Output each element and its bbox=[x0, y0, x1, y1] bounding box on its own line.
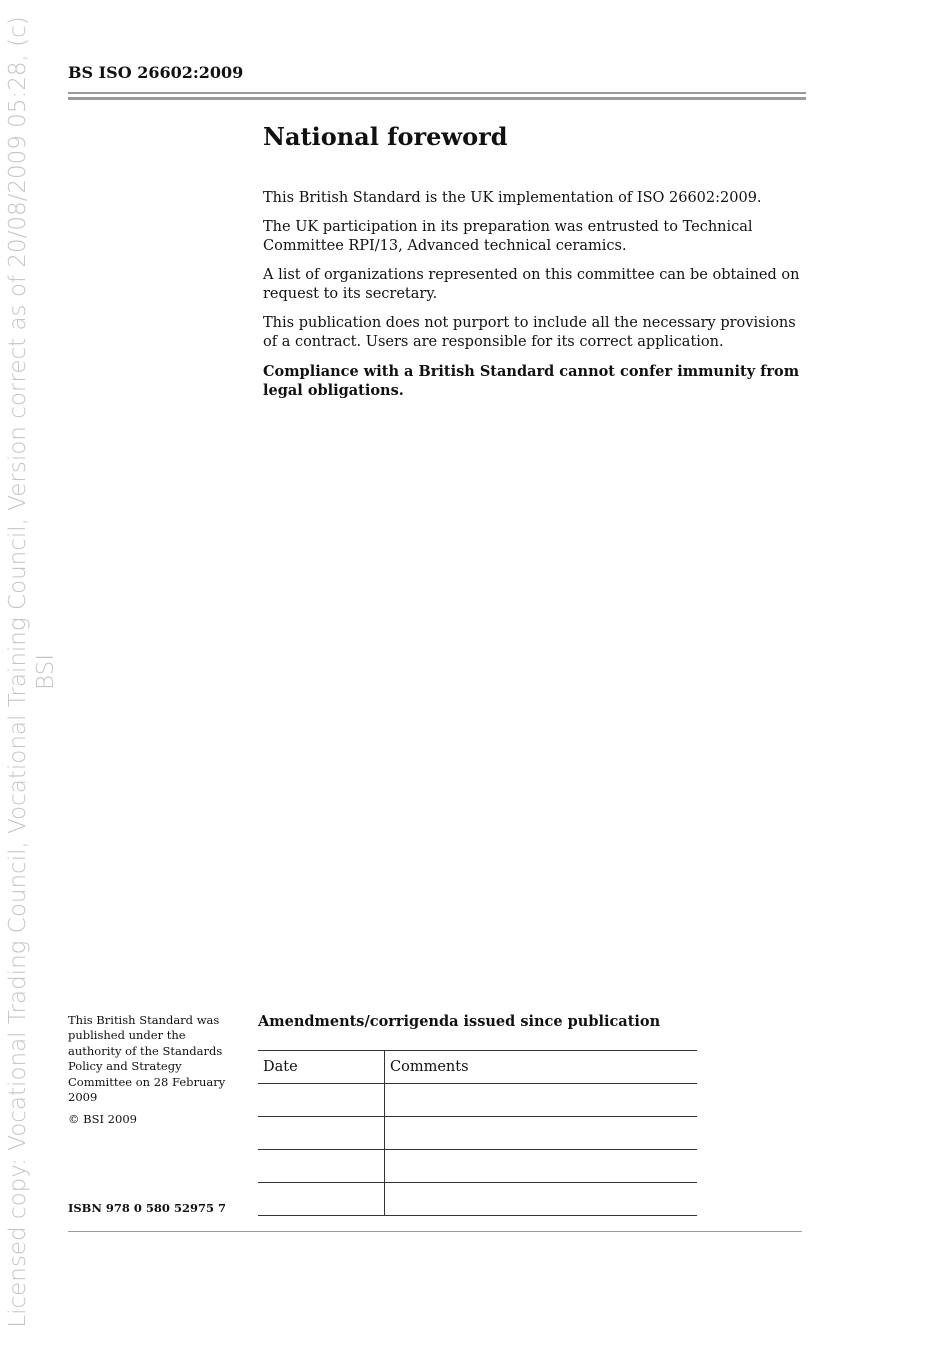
column-header-date: Date bbox=[258, 1051, 385, 1084]
table-cell bbox=[258, 1183, 385, 1216]
table-row bbox=[258, 1084, 697, 1117]
licensed-copy-watermark bbox=[0, 0, 64, 1345]
amendments-table bbox=[258, 1050, 697, 1216]
header-rule-upper bbox=[68, 92, 806, 94]
page-title: National foreword bbox=[263, 122, 508, 151]
compliance-statement: Compliance with a British Standard cannot confer immunity from legal obligations. bbox=[263, 362, 800, 399]
table-cell bbox=[385, 1150, 698, 1183]
table-row bbox=[258, 1183, 697, 1216]
table-cell bbox=[385, 1183, 698, 1216]
paragraph-provisions: This publication does not purport to include all the necessary provisions of a contract. Users are responsible for its correct application. bbox=[263, 314, 796, 350]
table-cell bbox=[258, 1084, 385, 1117]
document-id: BS ISO 26602:2009 bbox=[68, 63, 244, 82]
footer-rule bbox=[68, 1231, 802, 1232]
table-cell bbox=[385, 1117, 698, 1150]
foreword-body bbox=[263, 189, 803, 410]
table-header-row bbox=[258, 1051, 697, 1084]
table-row bbox=[258, 1117, 697, 1150]
copyright-notice: © BSI 2009 bbox=[68, 1112, 137, 1127]
column-header-comments: Comments bbox=[385, 1051, 698, 1084]
paragraph-organizations: A list of organizations represented on this committee can be obtained on request to its secretary. bbox=[263, 266, 800, 302]
paragraph-participation: The UK participation in its preparation was entrusted to Technical Committee RPI/13, Advanced technical ceramics. bbox=[263, 218, 753, 254]
table-cell bbox=[258, 1150, 385, 1183]
watermark-text: Licensed copy: Vocational Trading Council, Vocational Training Council, Version correct as of 20/08/2009 05:28, (c) BSI bbox=[5, 16, 59, 1328]
table-cell bbox=[385, 1084, 698, 1117]
isbn: ISBN 978 0 580 52975 7 bbox=[68, 1201, 226, 1215]
table-row bbox=[258, 1150, 697, 1183]
header-rule-lower bbox=[68, 97, 806, 100]
table-cell bbox=[258, 1117, 385, 1150]
amendments-title: Amendments/corrigenda issued since publication bbox=[258, 1013, 661, 1030]
publication-note: This British Standard was published under the authority of the Standards Policy and Strategy Committee on 28 February 2009 bbox=[68, 1013, 226, 1105]
colophon bbox=[68, 1013, 233, 1135]
paragraph-implementation: This British Standard is the UK implementation of ISO 26602:2009. bbox=[263, 190, 762, 206]
